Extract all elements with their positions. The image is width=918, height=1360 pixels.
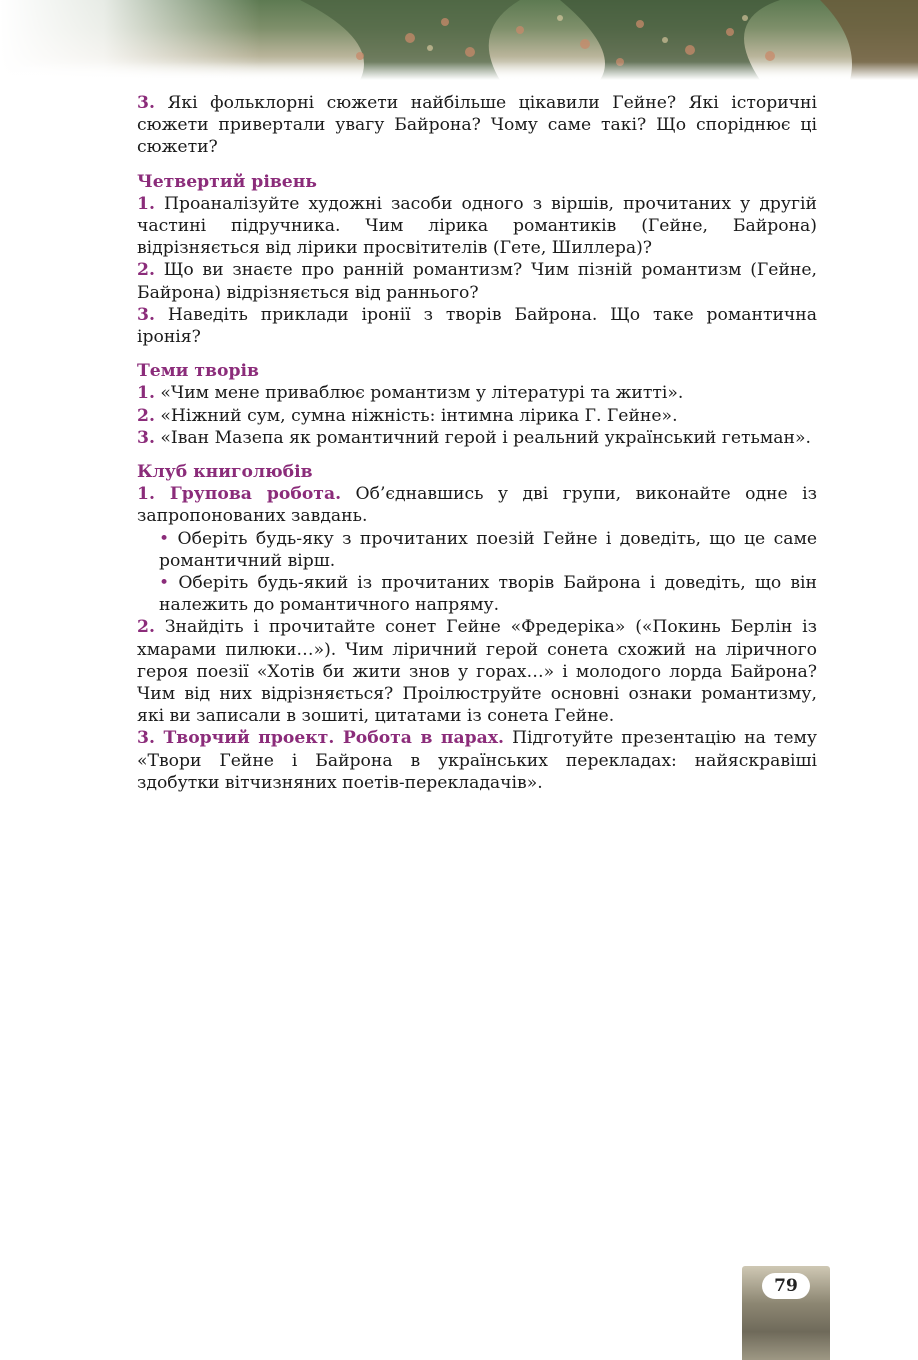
- page-number: 79: [762, 1273, 810, 1299]
- bullet-icon: •: [159, 528, 170, 549]
- level4-item-1: 1. Проаналізуйте художні засоби одного з віршів, прочитаних у другій частині підручника. Чим лірика романтиків (Гейне, Байрона) відрізняється від лірики просвітителів (Гете, Шиллера)?: [137, 193, 817, 259]
- section-heading-club: Клуб книголюбів: [137, 462, 313, 483]
- level4-item-2: 2. Що ви знаєте про ранній романтизм? Чим пізній романтизм (Гейне, Байрона) відрізняється від раннього?: [137, 260, 818, 303]
- club-item-3: 3. Творчий проект. Робота в парах. Підготуйте презентацію на тему «Твори Гейне і Байрона в українських перекладах: найяскравіші здобутки вітчизняних поетів-перекладачів».: [137, 728, 818, 793]
- bullet-icon: •: [159, 573, 170, 594]
- header-illustration: [0, 0, 918, 80]
- club-item-2: 2. Знайдіть і прочитайте сонет Гейне «Фредеріка» («Покинь Берлін із хмарами пилюки…»). Чим ліричний герой сонета схожий на ліричного героя поезії «Хотів би жити знов у горах…» і молодого лорда Байрона? Чим від них відрізняється? Проілюструйте основні ознаки романтизму, які ви записали в зошиті, цитатами із сонета Гейне.: [137, 617, 818, 727]
- themes-item-2: 2. «Ніжний сум, сумна ніжність: інтимна лірика Г. Гейне».: [137, 405, 678, 426]
- level4-item-3: 3. Наведіть приклади іронії з творів Байрона. Що таке романтична іронія?: [137, 304, 817, 348]
- themes-item-1: 1. «Чим мене приваблює романтизм у літературі та житті».: [137, 383, 684, 404]
- club-bullet-2: • Оберіть будь-який із прочитаних творів Байрона і доведіть, що він належить до романтичного напряму.: [159, 573, 817, 616]
- page-content: [137, 92, 817, 794]
- club-bullet-1: • Оберіть будь-яку з прочитаних поезій Гейне і доведіть, що це саме романтичний вірш.: [159, 528, 817, 571]
- question-3: 3. Які фольклорні сюжети найбільше цікавили Гейне? Які історичні сюжети привертали увагу Байрона? Чому саме такі? Що споріднює ці сюжети?: [137, 93, 818, 158]
- themes-item-3: 3. «Іван Мазепа як романтичний герой і реальний український гетьман».: [137, 427, 811, 448]
- section-heading-themes: Теми творів: [137, 361, 259, 382]
- club-item-1: 1. Групова робота. Об’єднавшись у дві групи, виконайте одне із запропонованих завдань.: [137, 484, 817, 527]
- section-heading-level4: Четвертий рівень: [137, 171, 317, 192]
